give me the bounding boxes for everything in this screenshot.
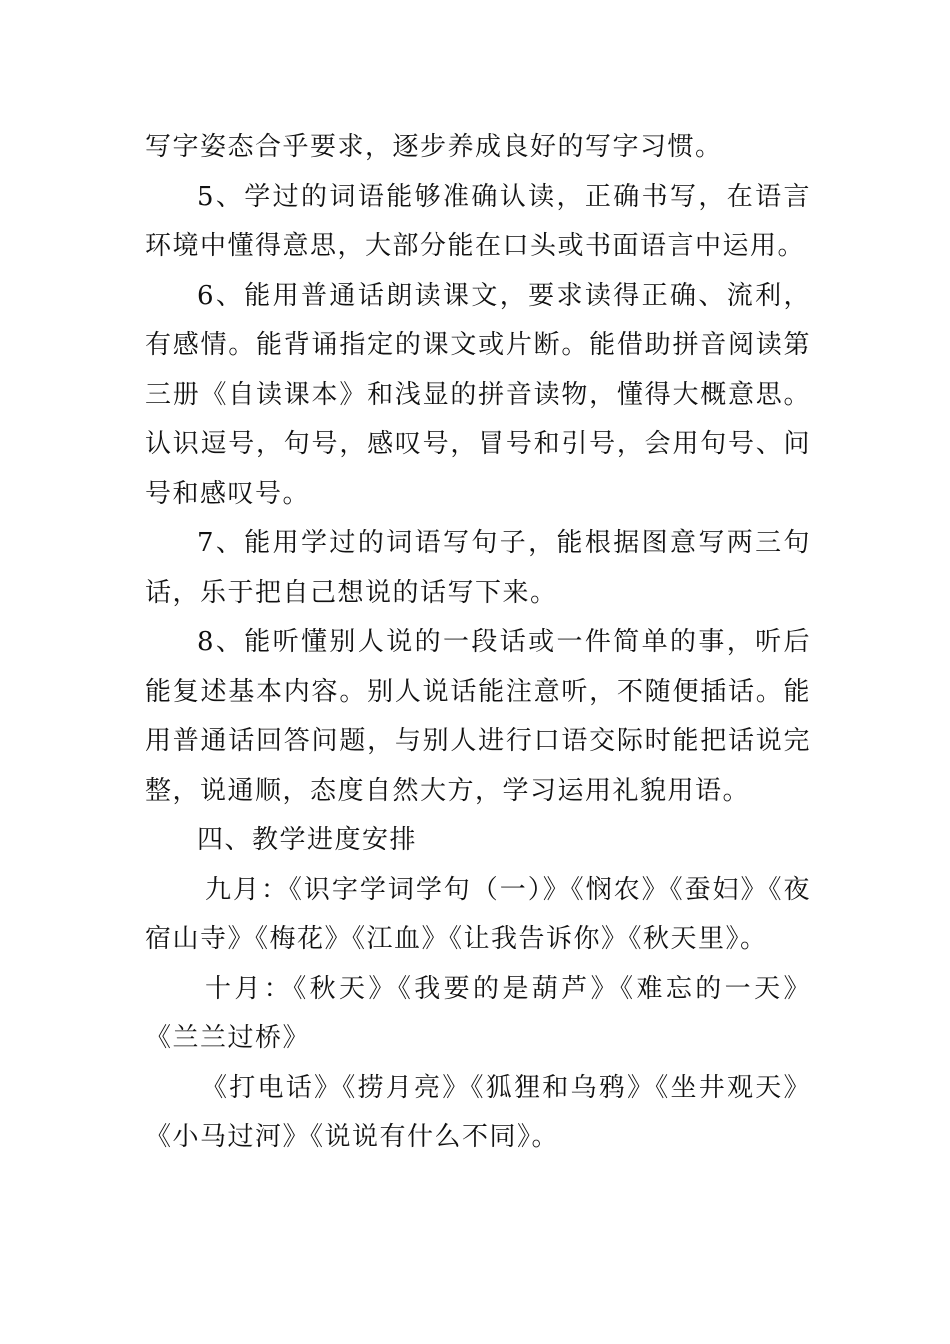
paragraph-september: 九月：《识字学词学句（一）》《悯农》《蚕妇》《夜宿山寺》《梅花》《江血》《让我告诉你》《秋天里》。 <box>145 874 811 954</box>
paragraph-item-7: 7、能用学过的词语写句子，能根据图意写两三句话，乐于把自己想说的话写下来。 <box>145 528 811 608</box>
paragraph-item-6: 6、能用普通话朗读课文，要求读得正确、流利，有感情。能背诵指定的课文或片断。能借助拼音阅读第三册《自读课本》和浅显的拼音读物，懂得大概意思。认识逗号，句号，感叹号，冒号和引号，会用句号、问号和感叹号。 <box>145 280 811 509</box>
paragraph-continuation: 写字姿态合乎要求，逐步养成良好的写字习惯。 <box>145 132 723 162</box>
section-heading-schedule: 四、教学进度安排 <box>197 825 418 855</box>
document-body <box>145 123 811 1163</box>
paragraph-october-continued: 《打电话》《捞月亮》《狐狸和乌鸦》《坐井观天》《小马过河》《说说有什么不同》。 <box>145 1072 811 1152</box>
paragraph-item-5: 5、学过的词语能够准确认读，正确书写，在语言环境中懂得意思，大部分能在口头或书面语言中运用。 <box>145 181 811 261</box>
paragraph-october: 十月：《秋天》《我要的是葫芦》《难忘的一天》《兰兰过桥》 <box>145 973 811 1053</box>
paragraph-item-8: 8、能听懂别人说的一段话或一件简单的事，听后能复述基本内容。别人说话能注意听，不随便插话。能用普通话回答问题，与别人进行口语交际时能把话说完整，说通顺，态度自然大方，学习运用礼貌用语。 <box>145 627 811 806</box>
